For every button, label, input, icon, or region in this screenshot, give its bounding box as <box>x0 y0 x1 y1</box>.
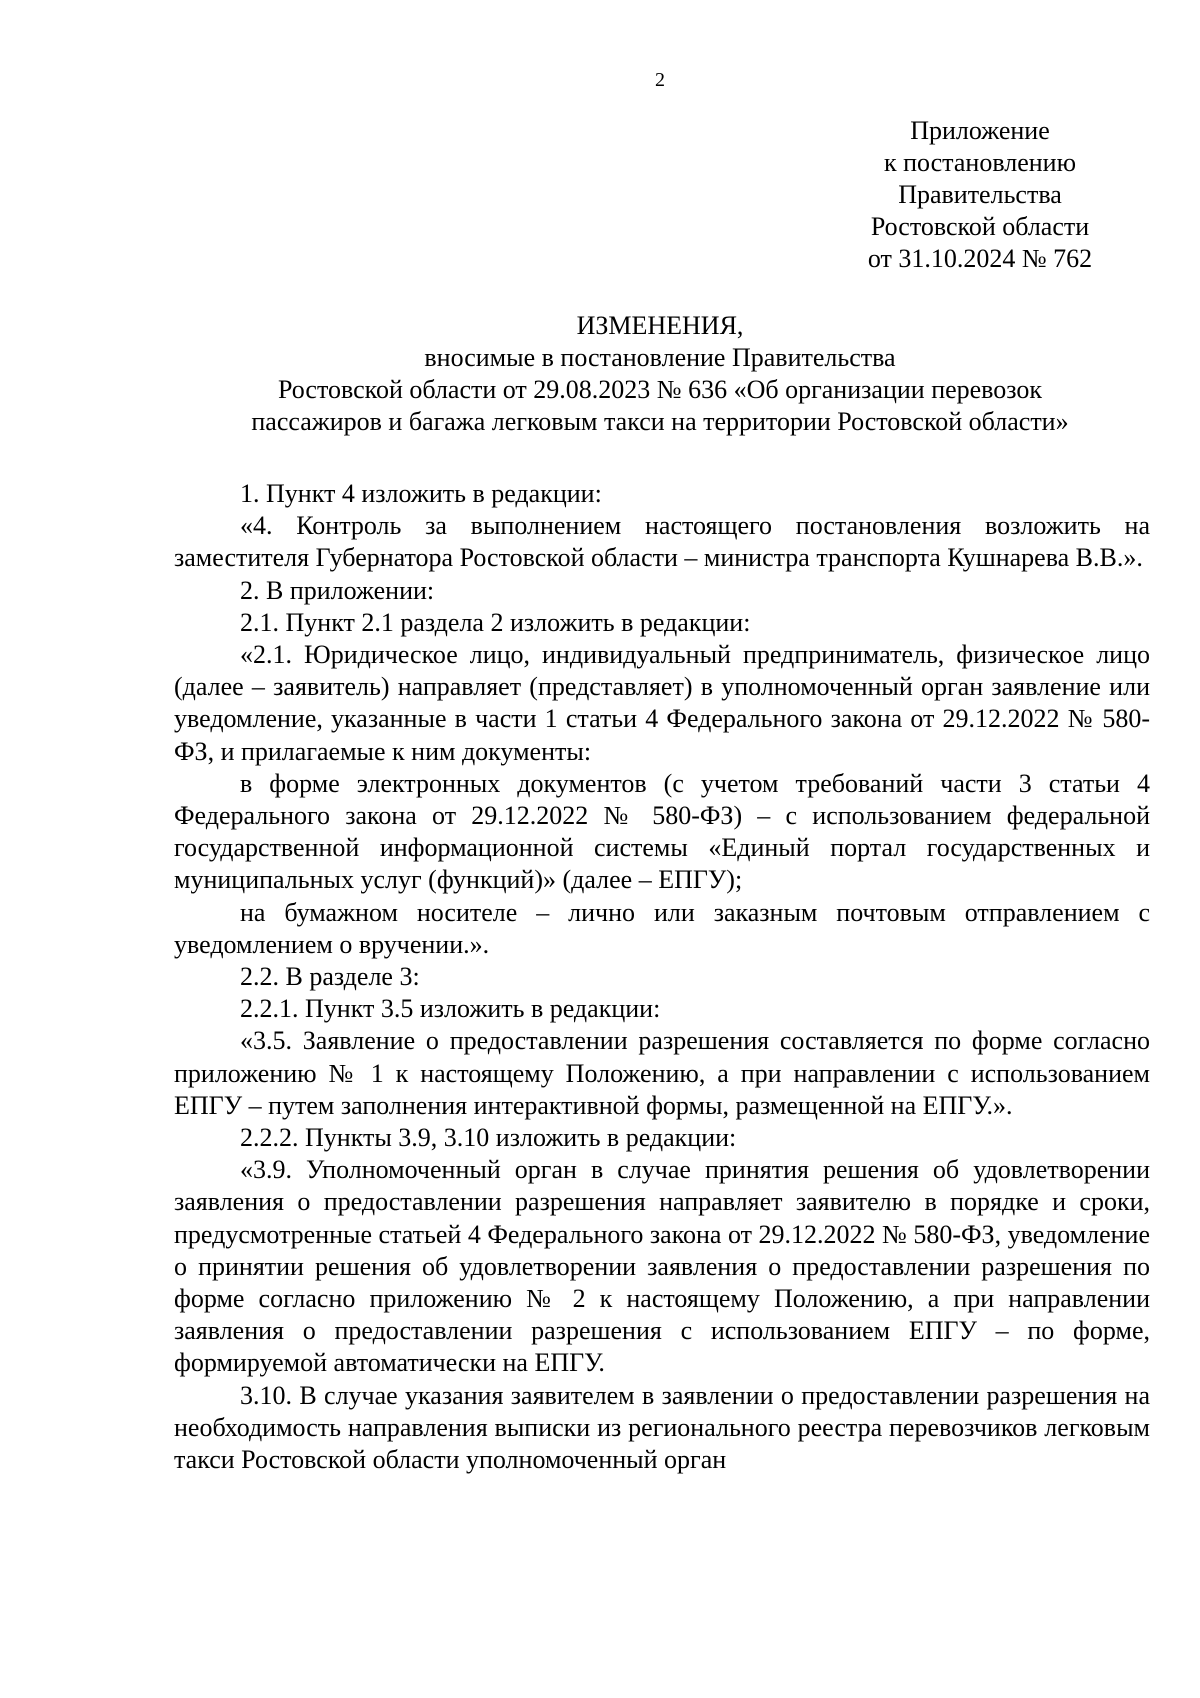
paragraph: 2. В приложении: <box>240 575 435 605</box>
heading-line: пассажиров и багажа легковым такси на территории Ростовской области» <box>251 407 1069 436</box>
heading-title: ИЗМЕНЕНИЯ, <box>576 311 744 340</box>
heading-line: вносимые в постановление Правительства <box>424 343 896 372</box>
page-number: 2 <box>655 69 665 91</box>
paragraph: «4. Контроль за выполнением настоящего постановления возложить на заместителя Губернатора Ростовской области – министра транспорта Кушнарева В.В.». <box>174 511 1150 573</box>
paragraph: 2.2. В разделе 3: <box>240 962 420 992</box>
appendix-line: от 31.10.2024 № 762 <box>867 244 1093 273</box>
appendix-line: Приложение <box>910 116 1050 145</box>
appendix-line: к постановлению <box>883 148 1077 177</box>
appendix-line: Правительства <box>898 180 1062 209</box>
paragraph: 2.2.2. Пункты 3.9, 3.10 изложить в редакции: <box>240 1123 737 1153</box>
paragraph: «2.1. Юридическое лицо, индивидуальный предприниматель, физическое лицо (далее – заявитель) направляет (представляет) в уполномоченный орган заявление или уведомление, указанные в части 1 статьи 4 Федерального закона от 29.12.2022 № 580-ФЗ, и прилагаемые к ним документы: <box>174 640 1150 766</box>
document-body <box>174 478 1150 1476</box>
paragraph: 3.10. В случае указания заявителем в заявлении о предоставлении разрешения на необходимость направления выписки из регионального реестра перевозчиков легковым такси Ростовской области уполномоченный орган <box>174 1380 1150 1475</box>
appendix-block <box>820 115 1140 275</box>
appendix-line: Ростовской области <box>870 212 1090 241</box>
document-heading <box>150 310 1170 438</box>
paragraph: 1. Пункт 4 изложить в редакции: <box>240 479 602 508</box>
paragraph: «3.9. Уполномоченный орган в случае принятия решения об удовлетворении заявления о предоставлении разрешения направляет заявителю в порядке и сроки, предусмотренные статьей 4 Федерального закона от 29.12.2022 № 580-ФЗ, уведомление о принятии решения об удовлетворении заявления о предоставлении разрешения по форме согласно приложению № 2 к настоящему Положению, а при направлении заявления о предоставлении разрешения с использованием ЕПГУ – по форме, формируемой автоматически на ЕПГУ. <box>174 1155 1150 1378</box>
paragraph: на бумажном носителе – лично или заказным почтовым отправлением с уведомлением о вручении.». <box>174 897 1150 959</box>
paragraph: 2.1. Пункт 2.1 раздела 2 изложить в редакции: <box>240 607 751 637</box>
paragraph: «3.5. Заявление о предоставлении разрешения составляется по форме согласно приложению № 1 к настоящему Положению, а при направлении с использованием ЕПГУ – путем заполнения интерактивной формы, размещенной на ЕПГУ.». <box>174 1026 1150 1120</box>
heading-line: Ростовской области от 29.08.2023 № 636 «Об организации перевозок <box>277 375 1043 404</box>
paragraph: в форме электронных документов (с учетом требований части 3 статьи 4 Федерального закона от 29.12.2022 № 580-ФЗ) – с использованием федеральной государственной информационной системы «Единый портал государственных и муниципальных услуг (функций)» (далее – ЕПГУ); <box>174 768 1150 895</box>
paragraph: 2.2.1. Пункт 3.5 изложить в редакции: <box>240 994 661 1024</box>
